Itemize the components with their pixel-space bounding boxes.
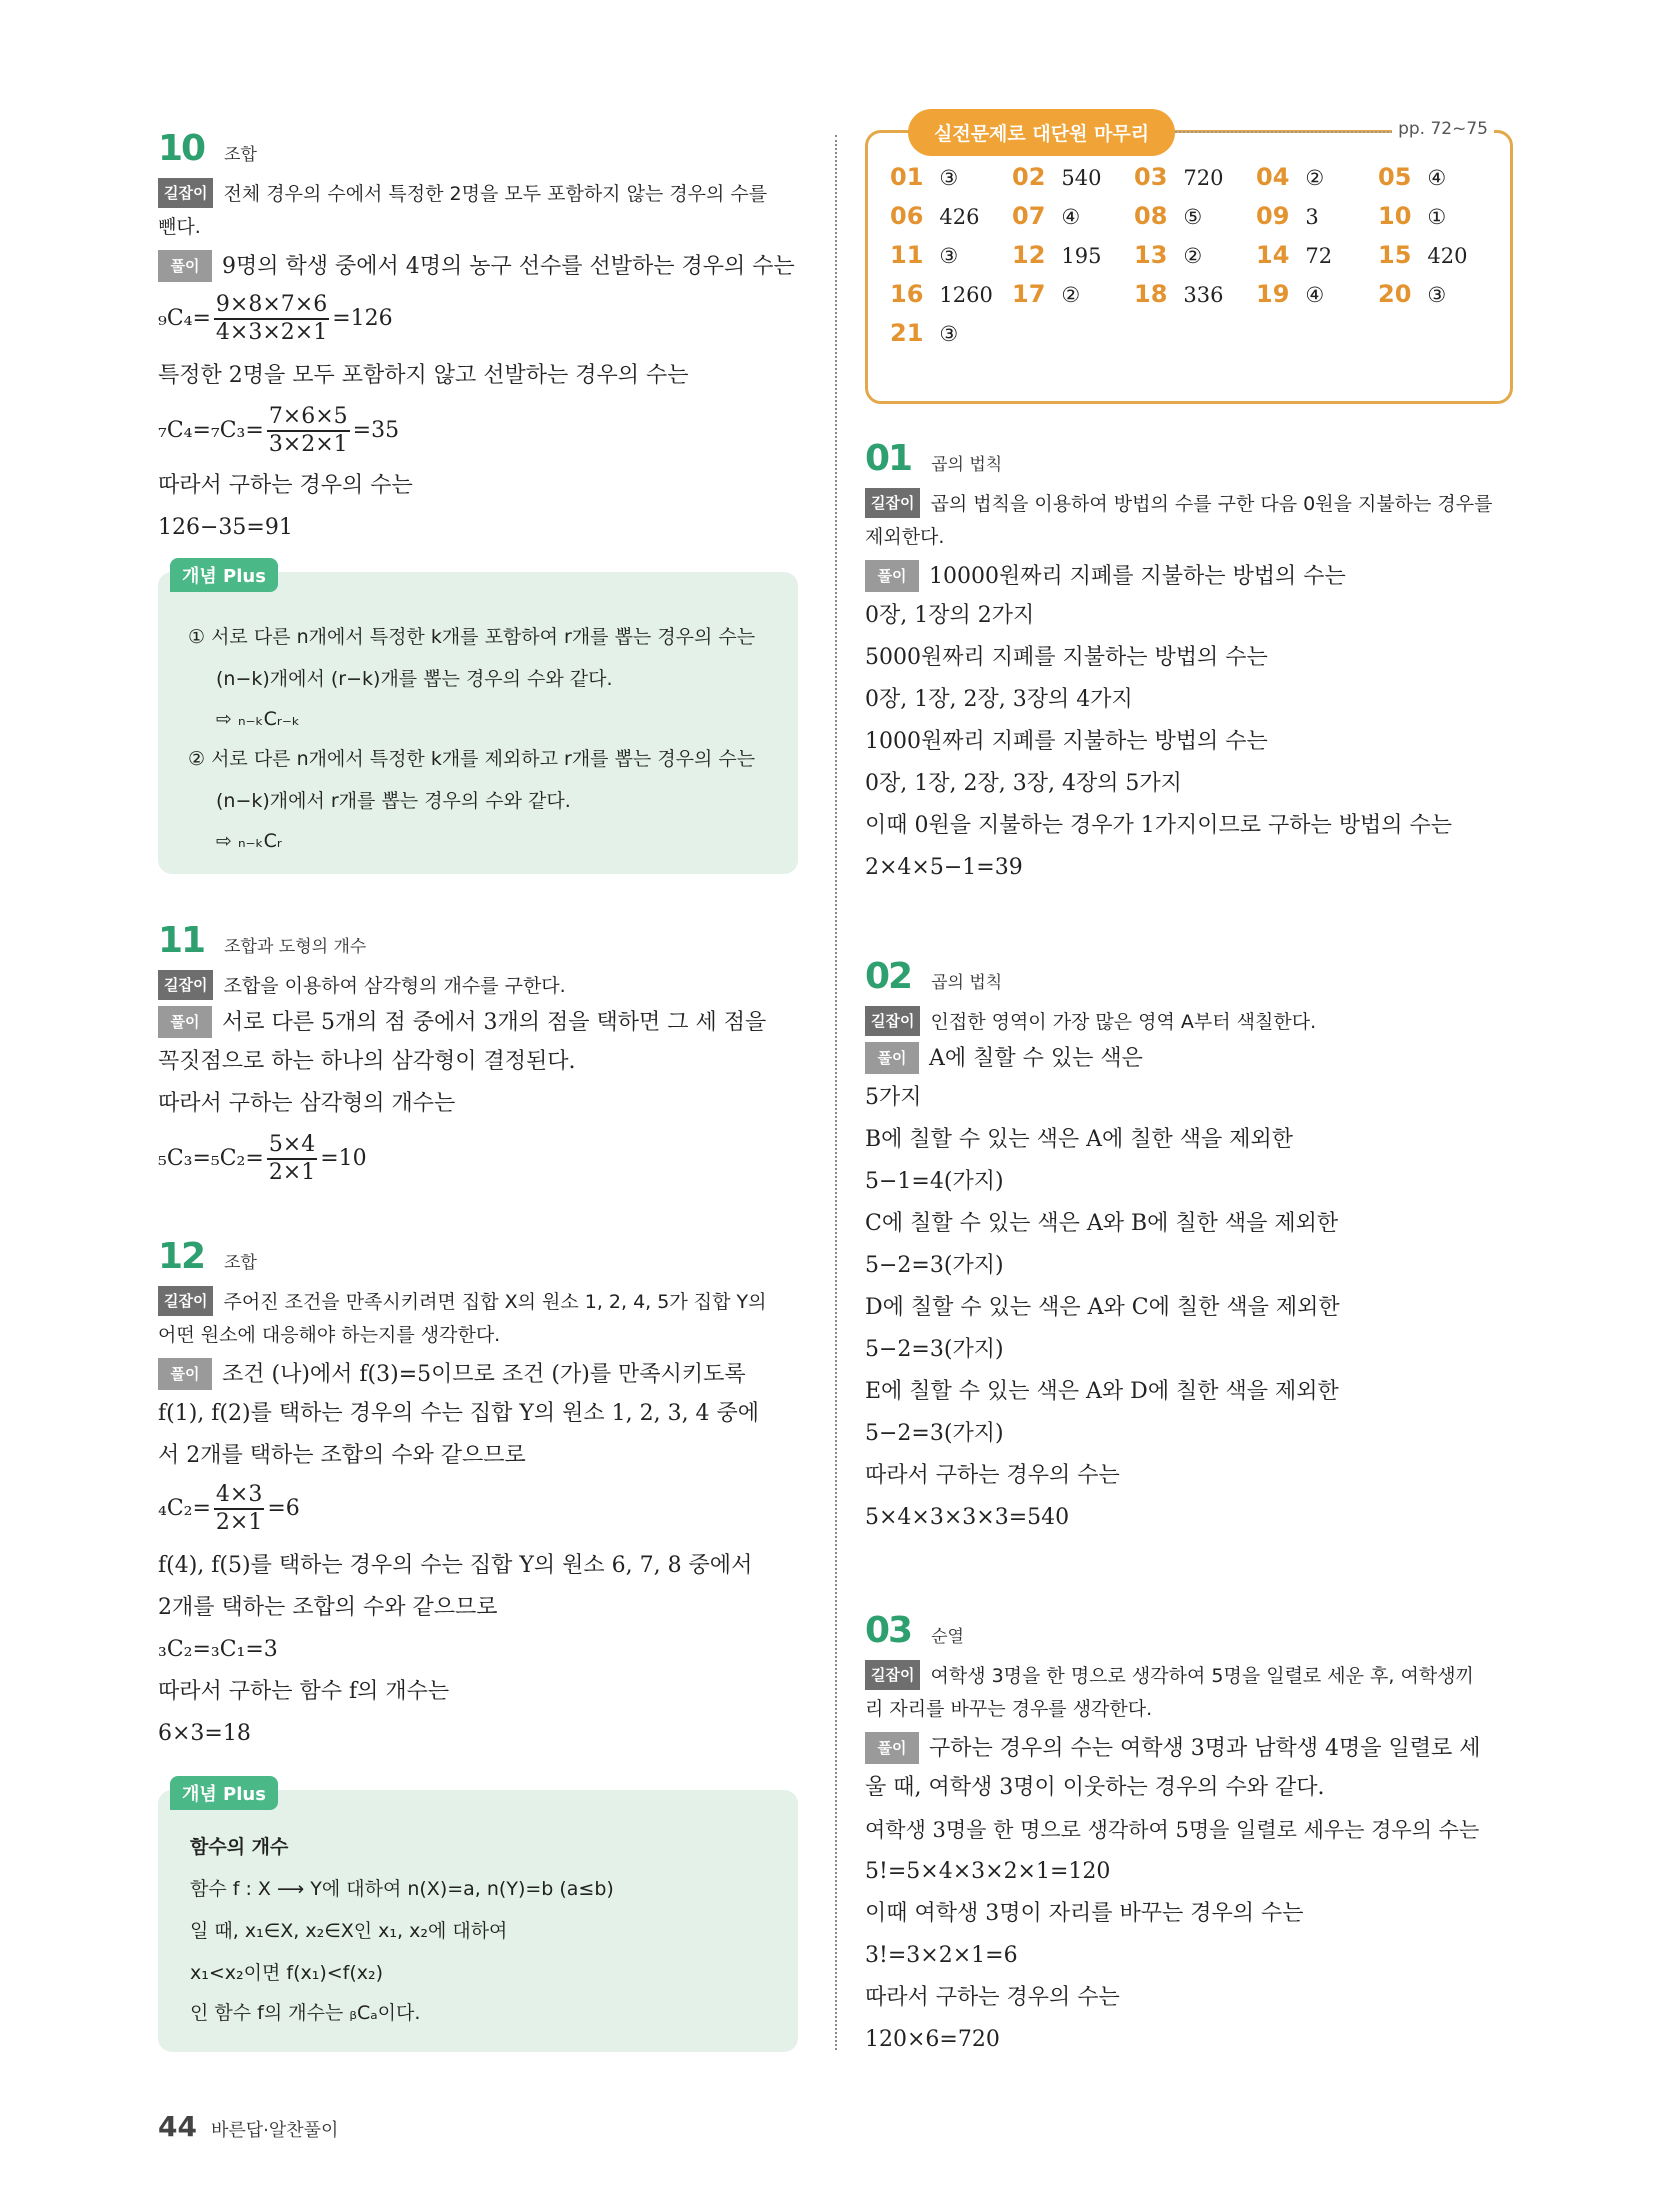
hint-text: 조합을 이용하여 삼각형의 개수를 구한다. <box>223 975 566 997</box>
section-number: 11 <box>158 920 205 961</box>
answer-value: ③ <box>1427 283 1447 307</box>
answer-number: 09 <box>1256 202 1290 230</box>
section-number: 01 <box>865 438 912 479</box>
section-topic: 곱의 법칙 <box>931 973 1003 993</box>
hint-line <box>158 178 767 208</box>
answer-banner: 실전문제로 대단원 마무리 <box>908 109 1175 156</box>
text-line: 이때 0원을 지불하는 경우가 1가지이므로 구하는 방법의 수는 <box>865 813 1452 838</box>
answer-item <box>1134 241 1256 270</box>
answer-value: ② <box>1061 283 1081 307</box>
formula-rhs: =126 <box>332 306 393 331</box>
answer-item <box>1256 202 1378 231</box>
text-line: f(1), f(2)를 택하는 경우의 수는 집합 Y의 원소 1, 2, 3, 4 중에 <box>158 1401 760 1426</box>
concept-plus-box <box>158 1784 798 2052</box>
denominator: 2×1 <box>215 1510 263 1535</box>
numerator: 4×3 <box>214 1482 264 1510</box>
formula <box>158 404 399 458</box>
text-line: 조건 (나)에서 f(3)=5이므로 조건 (가)를 만족시키도록 <box>222 1362 746 1387</box>
answer-number: 16 <box>890 280 924 308</box>
text-line: 따라서 구하는 경우의 수는 <box>158 473 413 498</box>
formula-lhs: ₄C₂= <box>158 1496 211 1521</box>
hint-tag: 길잡이 <box>158 1286 213 1316</box>
result-line: 120×6=720 <box>865 2027 1000 2052</box>
answer-item <box>1134 163 1256 192</box>
fraction <box>214 292 329 346</box>
text-line: ₃C₂=₃C₁=3 <box>158 1637 278 1662</box>
answer-item <box>1378 241 1500 270</box>
answer-number: 02 <box>1012 163 1046 191</box>
hint-text-cont: 리 자리를 바꾸는 경우를 생각한다. <box>865 1698 1153 1720</box>
hint-line <box>865 1660 1474 1690</box>
answer-grid <box>890 163 1500 348</box>
solution-line <box>158 1358 746 1390</box>
answer-number: 15 <box>1378 241 1412 269</box>
text-line: 따라서 구하는 경우의 수는 <box>865 1985 1120 2010</box>
answer-value: ① <box>1427 205 1447 229</box>
text-line: 3!=3×2×1=6 <box>865 1943 1018 1968</box>
section-number: 03 <box>865 1610 912 1651</box>
text-line: 5−2=3(가지) <box>865 1421 1004 1446</box>
denominator: 3×2×1 <box>268 432 348 457</box>
solution-line <box>158 250 795 282</box>
answer-number: 13 <box>1134 241 1168 269</box>
plus-line: (n−k)개에서 (r−k)개를 뽑는 경우의 수와 같다. <box>216 668 613 690</box>
answer-number: 01 <box>890 163 924 191</box>
answer-value: 540 <box>1061 166 1102 190</box>
answer-number: 10 <box>1378 202 1412 230</box>
plus-line: 일 때, x₁∈X, x₂∈X인 x₁, x₂에 대하여 <box>190 1920 508 1942</box>
section-topic: 순열 <box>931 1627 964 1647</box>
text-line: D에 칠할 수 있는 색은 A와 C에 칠한 색을 제외한 <box>865 1295 1340 1320</box>
section-topic: 조합과 도형의 개수 <box>224 937 367 957</box>
text-line: 따라서 구하는 함수 f의 개수는 <box>158 1679 450 1704</box>
hint-line <box>865 488 1493 518</box>
answer-item <box>890 163 1012 192</box>
answer-item <box>890 241 1012 270</box>
hint-text-cont: 어떤 원소에 대응해야 하는지를 생각한다. <box>158 1324 501 1346</box>
answer-value: ④ <box>1061 205 1081 229</box>
solution-tag: 풀이 <box>158 250 212 282</box>
answer-value: 720 <box>1183 166 1224 190</box>
hint-line <box>865 1006 1316 1036</box>
numerator: 9×8×7×6 <box>214 292 329 320</box>
section-01-header <box>865 438 1002 479</box>
formula-rhs: =10 <box>320 1146 367 1171</box>
text-line: 5!=5×4×3×2×1=120 <box>865 1859 1111 1884</box>
text-line: 5−1=4(가지) <box>865 1169 1004 1194</box>
hint-tag: 길잡이 <box>158 970 213 1000</box>
section-topic: 곱의 법칙 <box>931 455 1003 475</box>
fraction <box>214 1482 264 1536</box>
numerator: 7×6×5 <box>267 404 350 432</box>
answer-value: ④ <box>1427 166 1447 190</box>
answer-number: 03 <box>1134 163 1168 191</box>
fraction <box>267 404 350 458</box>
answer-item <box>1134 202 1256 231</box>
answer-value: ③ <box>939 244 959 268</box>
section-number: 02 <box>865 956 912 997</box>
answer-number: 14 <box>1256 241 1290 269</box>
answer-number: 20 <box>1378 280 1412 308</box>
hint-text: 곱의 법칙을 이용하여 방법의 수를 구한 다음 0원을 지불하는 경우를 <box>930 493 1493 515</box>
plus-line: 함수 f : X ⟶ Y에 대하여 n(X)=a, n(Y)=b (a≤b) <box>190 1878 614 1900</box>
hint-text: 주어진 조건을 만족시키려면 집합 X의 원소 1, 2, 4, 5가 집합 Y의 <box>223 1291 767 1313</box>
answer-item <box>1378 202 1500 231</box>
answer-item <box>1256 163 1378 192</box>
concept-plus-tag: 개념 Plus <box>170 558 278 592</box>
section-number: 12 <box>158 1236 205 1277</box>
text-line: 9명의 학생 중에서 4명의 농구 선수를 선발하는 경우의 수는 <box>222 254 795 279</box>
text-line: 울 때, 여학생 3명이 이웃하는 경우의 수와 같다. <box>865 1775 1325 1800</box>
answer-item <box>1256 241 1378 270</box>
answer-value: ④ <box>1305 283 1325 307</box>
answer-item <box>890 280 1012 309</box>
text-line: 서로 다른 5개의 점 중에서 3개의 점을 택하면 그 세 점을 <box>222 1010 767 1035</box>
plus-line: (n−k)개에서 r개를 뽑는 경우의 수와 같다. <box>216 790 571 812</box>
section-topic: 조합 <box>224 145 257 165</box>
denominator: 4×3×2×1 <box>215 320 328 345</box>
result-line: 126−35=91 <box>158 515 293 540</box>
denominator: 2×1 <box>268 1160 316 1185</box>
solution-line <box>865 1042 1143 1074</box>
column-divider <box>835 135 837 2050</box>
text-line: E에 칠할 수 있는 색은 A와 D에 칠한 색을 제외한 <box>865 1379 1339 1404</box>
text-line: 2개를 택하는 조합의 수와 같으므로 <box>158 1595 498 1620</box>
plus-title: 함수의 개수 <box>190 1836 289 1858</box>
formula-rhs: =35 <box>352 418 400 443</box>
section-number: 10 <box>158 128 205 169</box>
hint-tag: 길잡이 <box>865 488 920 518</box>
text-line: 5가지 <box>865 1085 922 1110</box>
text-line: 5−2=3(가지) <box>865 1337 1004 1362</box>
solution-line <box>865 1732 1481 1764</box>
numerator: 5×4 <box>267 1132 317 1160</box>
hint-text: 인접한 영역이 가장 많은 영역 A부터 색칠한다. <box>930 1011 1317 1033</box>
answer-item <box>890 202 1012 231</box>
formula-lhs: ₅C₃=₅C₂= <box>158 1146 264 1171</box>
section-12-header <box>158 1236 257 1277</box>
solution-line <box>865 560 1346 592</box>
answer-value: ⑤ <box>1183 205 1203 229</box>
answer-number: 12 <box>1012 241 1046 269</box>
plus-line: ⇨ ₙ₋ₖCᵣ₋ₖ <box>216 708 300 730</box>
answer-number: 19 <box>1256 280 1290 308</box>
hint-line <box>158 970 566 1000</box>
solution-tag: 풀이 <box>865 1732 919 1764</box>
answer-value: 426 <box>939 205 980 229</box>
answer-number: 07 <box>1012 202 1046 230</box>
hint-text: 여학생 3명을 한 명으로 생각하여 5명을 일렬로 세운 후, 여학생끼 <box>930 1665 1474 1687</box>
hint-tag: 길잡이 <box>865 1006 920 1036</box>
result-line: 2×4×5−1=39 <box>865 855 1023 880</box>
answer-number: 18 <box>1134 280 1168 308</box>
result-line: 5×4×3×3×3=540 <box>865 1505 1070 1530</box>
section-topic: 조합 <box>224 1253 257 1273</box>
answer-item <box>1012 202 1134 231</box>
formula-lhs: ₉C₄= <box>158 306 211 331</box>
answer-value: ② <box>1305 166 1325 190</box>
text-line: 구하는 경우의 수는 여학생 3명과 남학생 4명을 일렬로 세 <box>929 1736 1481 1761</box>
hint-line <box>158 1286 766 1316</box>
answer-number: 08 <box>1134 202 1168 230</box>
answer-value: ③ <box>939 166 959 190</box>
text-line: 0장, 1장, 2장, 3장, 4장의 5가지 <box>865 771 1182 796</box>
answer-item <box>1134 280 1256 309</box>
text-line: 0장, 1장의 2가지 <box>865 603 1035 628</box>
answer-number: 04 <box>1256 163 1290 191</box>
answer-summary-box <box>865 119 1513 404</box>
plus-line: ② 서로 다른 n개에서 특정한 k개를 제외하고 r개를 뽑는 경우의 수는 <box>188 748 756 770</box>
answer-number: 11 <box>890 241 924 269</box>
formula-lhs: ₇C₄=₇C₃= <box>158 418 264 443</box>
text-line: 5−2=3(가지) <box>865 1253 1004 1278</box>
text-line: f(4), f(5)를 택하는 경우의 수는 집합 Y의 원소 6, 7, 8 중에서 <box>158 1553 753 1578</box>
answer-item <box>1256 280 1378 309</box>
text-line: B에 칠할 수 있는 색은 A에 칠한 색을 제외한 <box>865 1127 1294 1152</box>
dotted-rule <box>1168 131 1400 133</box>
text-line: 특정한 2명을 모두 포함하지 않고 선발하는 경우의 수는 <box>158 363 689 388</box>
text-line: 따라서 구하는 삼각형의 개수는 <box>158 1091 456 1116</box>
text-line: 여학생 3명을 한 명으로 생각하여 5명을 일렬로 세우는 경우의 수는 <box>865 1818 1480 1842</box>
page-range: pp. 72~75 <box>1392 119 1494 139</box>
answer-item <box>1378 280 1500 309</box>
text-line: 이때 여학생 3명이 자리를 바꾸는 경우의 수는 <box>865 1901 1304 1926</box>
text-line: 10000원짜리 지폐를 지불하는 방법의 수는 <box>929 564 1346 589</box>
answer-value: 3 <box>1305 205 1319 229</box>
section-11-header <box>158 920 366 961</box>
answer-value: 72 <box>1305 244 1333 268</box>
answer-item <box>890 319 1012 348</box>
result-line: 6×3=18 <box>158 1721 251 1746</box>
text-line: 서 2개를 택하는 조합의 수와 같으므로 <box>158 1443 526 1468</box>
fraction <box>267 1132 317 1186</box>
text-line: 꼭짓점으로 하는 하나의 삼각형이 결정된다. <box>158 1049 576 1074</box>
formula <box>158 292 393 346</box>
plus-line: ⇨ ₙ₋ₖCᵣ <box>216 830 282 852</box>
answer-number: 05 <box>1378 163 1412 191</box>
answer-item <box>1012 280 1134 309</box>
answer-item <box>1012 241 1134 270</box>
hint-tag: 길잡이 <box>865 1660 920 1690</box>
hint-text: 전체 경우의 수에서 특정한 2명을 모두 포함하지 않는 경우의 수를 <box>223 183 768 205</box>
page-footer <box>158 2110 338 2143</box>
text-line: 5000원짜리 지폐를 지불하는 방법의 수는 <box>865 645 1268 670</box>
section-03-header <box>865 1610 964 1651</box>
text-line: 0장, 1장, 2장, 3장의 4가지 <box>865 687 1133 712</box>
answer-item <box>1378 163 1500 192</box>
answer-item <box>1012 163 1134 192</box>
answer-value: ② <box>1183 244 1203 268</box>
plus-line: 인 함수 f의 개수는 ᵦCₐ이다. <box>190 2002 421 2024</box>
formula-rhs: =6 <box>267 1496 300 1521</box>
text-line: 1000원짜리 지폐를 지불하는 방법의 수는 <box>865 729 1268 754</box>
text-line: A에 칠할 수 있는 색은 <box>929 1046 1143 1071</box>
book-title: 바른답·알찬풀이 <box>210 2120 339 2141</box>
answer-value: 1260 <box>939 283 993 307</box>
solution-tag: 풀이 <box>158 1358 212 1390</box>
answer-value: 420 <box>1427 244 1468 268</box>
concept-plus-box <box>158 566 798 874</box>
solution-tag: 풀이 <box>865 560 919 592</box>
text-line: 따라서 구하는 경우의 수는 <box>865 1463 1120 1488</box>
hint-text-cont: 뺀다. <box>158 216 201 238</box>
section-02-header <box>865 956 1002 997</box>
answer-number: 06 <box>890 202 924 230</box>
answer-value: 195 <box>1061 244 1102 268</box>
text-line: C에 칠할 수 있는 색은 A와 B에 칠한 색을 제외한 <box>865 1211 1339 1236</box>
solution-tag: 풀이 <box>865 1042 919 1074</box>
plus-line: x₁<x₂이면 f(x₁)<f(x₂) <box>190 1962 384 1984</box>
answer-value: ③ <box>939 322 959 346</box>
solution-tag: 풀이 <box>158 1006 212 1038</box>
answer-number: 21 <box>890 319 924 347</box>
solution-line <box>158 1006 766 1038</box>
hint-text-cont: 제외한다. <box>865 526 945 548</box>
answer-number: 17 <box>1012 280 1046 308</box>
section-10-header <box>158 128 257 169</box>
hint-tag: 길잡이 <box>158 178 213 208</box>
answer-value: 336 <box>1183 283 1224 307</box>
formula <box>158 1132 367 1186</box>
plus-line: ① 서로 다른 n개에서 특정한 k개를 포함하여 r개를 뽑는 경우의 수는 <box>188 626 756 648</box>
concept-plus-tag: 개념 Plus <box>170 1776 278 1810</box>
page-number: 44 <box>158 2110 197 2143</box>
formula <box>158 1482 300 1536</box>
